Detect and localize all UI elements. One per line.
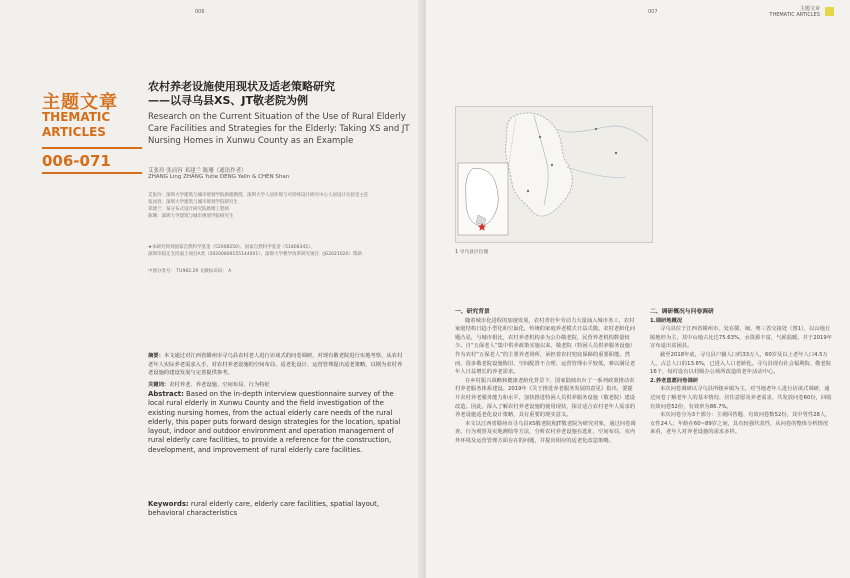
section-rule-bottom xyxy=(42,172,142,174)
right-page xyxy=(426,0,850,578)
affiliation-line: 陈珊：深圳大学建筑与城市规划学院研究生 xyxy=(148,214,234,219)
abstract-zh-label: 摘要： xyxy=(148,353,164,359)
section-rule-top xyxy=(42,147,142,149)
town-marker xyxy=(539,136,541,138)
abstract-zh xyxy=(148,352,406,378)
article-title-en: Research on the Current Situation of the Use of Rural Elderly Care Facilities and Strategies for the Elderly: Taking XS and JT Nursing Homes in Xunwu County as an Example xyxy=(148,112,410,146)
affiliation-line: 张而容：深圳大学建筑与城市规划学院研究生 xyxy=(148,200,238,205)
abstract-en-label: Abstract: xyxy=(148,390,184,398)
left-page xyxy=(0,0,424,578)
section-title-en xyxy=(42,110,142,140)
affiliation-line: 艾张玲：深圳大学建筑与城市规划学院助理教授，深圳大学人居环境与可持续设计研究中心人居设计实验室主任 xyxy=(148,193,369,198)
body-paragraph: 本次问卷调研以寻乌县所辖乡镇为主，对当地老年人进行访谈式调研，通过问卷了解老年人的基本情况、居住意愿及养老需求，共发放问卷60份，回收有效问卷52份，有效率为86.7%。 xyxy=(650,386,832,410)
section-title-en-line1: THEMATIC xyxy=(42,110,111,124)
funding-note xyxy=(148,244,403,258)
body-paragraph: 寻乌县位于江西省赣州市，处在赣、闽、粤三省交接处（图1），以山地丘陵地形为主，其中山地占比达75.63%，水资源丰富，气候温暖，并于2019年宣布退出贫困县。 xyxy=(650,326,832,350)
page-number: 006 xyxy=(195,9,205,15)
keywords-zh-label: 关键词： xyxy=(148,382,170,388)
funding-line: ★本研究得到国家自然科学基金（52008250）、国家自然科学基金（51808345）、 xyxy=(148,245,315,250)
running-header xyxy=(769,6,820,18)
location-map-figure xyxy=(455,106,653,243)
keywords-en xyxy=(148,500,408,519)
article-title-zh-line1: 农村养老设施使用现状及适老策略研究 xyxy=(148,80,335,93)
section-heading: 二、调研概况与问卷调研 xyxy=(650,309,714,315)
body-column-1 xyxy=(455,308,637,446)
section-heading: 一、研究背景 xyxy=(455,309,490,315)
figure-caption: 1 寻乌县区位图 xyxy=(455,250,489,255)
location-map-svg xyxy=(456,107,652,242)
affiliations xyxy=(148,192,403,220)
abstract-en-text: Based on the in-depth interview questionnaire survey of the local rural elderly in Xunwu County and the field investigation of the existing nursing homes, from the actual elderly care needs of the rural elderly, this paper puts forward design strategies for the location, spatial layout, indoor and outdoor environment and operation management of rural elderly care facilities, to provide a reference for the construction, development, and improvement of rural elderly care facilities. xyxy=(148,390,401,454)
authors-en: ZHANG Ling ZHANG Yutie DENG Yalin & CHEN Shan xyxy=(148,174,290,180)
body-paragraph: 截至2018年底，寻乌县户籍人口约33万人，60岁及以上老年人口4.5万人，占总人口的13.6%，已进入人口老龄化。寻乌县现有社会福利院、敬老院16个，每村设有以村级办公场所改造的老年活动中心。 xyxy=(650,351,832,376)
page-number: 007 xyxy=(648,9,658,15)
section-page-range: 006-071 xyxy=(42,152,111,170)
funding-line: 深圳市稳定支持面上项目A类（20200809155144001）、深圳大学教学改革研究项目（JG2021020）资助 xyxy=(148,252,362,257)
body-paragraph: 本次问卷分为3个部分：主观回答题、有效问卷数52份，其中男性28人，女性24人；年龄在60~89岁之间，具有较强代表性，从问卷的整体分析情况来看，老年人对养老设施的需求多样。 xyxy=(650,412,831,436)
body-paragraph: 在乡村振兴战略和健康老龄化背景下，国家陆续出台了一系列政策推动农村养老服务体系建设。2019年《关于推进养老服务发展的意见》指出，要提升农村养老服务能力和水平，加快推进特困人员供养服务设施（敬老院）建设改造。因此，深入了解农村养老设施的使用现状，探讨适合农村老年人需求的养老设施适老化设计策略，具有重要的现实意义。 xyxy=(455,377,636,419)
affiliation-line: 邓建兰：某分布式设计研究院助理工程师 xyxy=(148,207,229,212)
section-title-en-line2: ARTICLES xyxy=(42,125,106,139)
article-title-zh xyxy=(148,80,335,108)
journal-logo-icon xyxy=(825,7,834,16)
body-paragraph: 本文以江西省赣州市寻乌县XS敬老院和JT敬老院为研究对象，通过问卷调查、行为观察及实地测绘等方法，分析农村养老设施在选址、空间布局、室内外环境及运营管理方面存在的问题，并提出相应的适老化改造策略。 xyxy=(455,420,636,444)
running-header-en: THEMATIC ARTICLES xyxy=(769,12,820,18)
town-marker xyxy=(595,128,597,130)
abstract-zh-text: 本文通过对江西省赣州市寻乌县农村老人进行访谈式的问卷调研，对现有敬老院进行实地考察，从农村老年人实际养老需求入手，对农村养老设施的空间布局、适老化设计、运营管理提出适老策略，以期为农村养老设施的建设发展与完善提供参考。 xyxy=(148,353,403,376)
section-title-zh: 主题文章 xyxy=(42,92,118,113)
keywords-zh xyxy=(148,380,406,388)
running-header-zh: 主题文章 xyxy=(799,6,820,12)
article-title-zh-line2: ——以寻乌县XS、JT敬老院为例 xyxy=(148,94,308,107)
town-marker xyxy=(527,190,529,192)
subsection-heading: 2.养老意愿问卷调研 xyxy=(650,377,699,384)
town-marker xyxy=(551,164,553,166)
keywords-en-text: rural elderly care, elderly care facilities, spatial layout, behavioral characteristics xyxy=(148,500,380,518)
town-marker xyxy=(615,152,617,154)
authors-zh: 艾张玲 张而容 邓建兰 陈珊（通讯作者） xyxy=(148,168,247,174)
keywords-en-label: Keywords: xyxy=(148,500,189,508)
keywords-zh-text: 农村养老、养老设施、空间布局、行为特征 xyxy=(169,382,270,388)
body-column-2 xyxy=(650,308,832,437)
abstract-en xyxy=(148,390,408,455)
classification-codes: 中图分类号： TU982.29 文献标识码： A xyxy=(148,269,232,274)
subsection-heading: 1.调研地概况 xyxy=(650,317,683,324)
body-paragraph: 随着城市化进程的加速发展，农村青壮年劳动力大量涌入城市务工，农村家庭结构日趋小型化和空巢化，传统的家庭养老模式日益式微。农村老龄化问题凸显，与城市相比，农村养老机构多为公办敬老院，民营养老机构数量较少。自“五保老人”集中供养政策实施以来，敬老院（特困人员供养服务设施）作为农村“五保老人”的主要养老场所，承担着农村兜底保障的重要职能。然而，很多敬老院设施陈旧、空间配置不合理、运营管理水平较低，难以满足老年人日益增长的养老需求。 xyxy=(455,317,636,376)
